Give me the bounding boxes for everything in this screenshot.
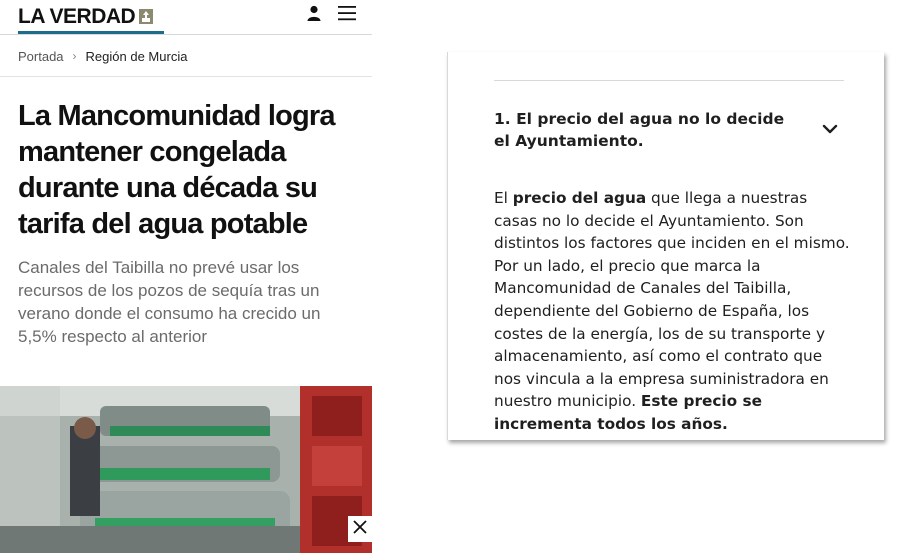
site-logo[interactable] <box>18 2 153 32</box>
close-ad-button[interactable] <box>348 516 372 542</box>
body-text-1: El <box>494 189 513 207</box>
faq-accordion-card <box>447 52 884 440</box>
accordion-top-divider <box>494 80 844 81</box>
body-bold-2: Este precio se incrementa todos los años. <box>494 392 762 433</box>
logo-underline <box>18 31 164 34</box>
body-bold-1: precio del agua <box>512 189 647 207</box>
site-header <box>0 0 372 35</box>
user-icon[interactable] <box>305 4 323 22</box>
breadcrumb-home-link[interactable]: Portada <box>18 48 64 64</box>
breadcrumb <box>18 46 187 66</box>
article-photo <box>0 386 372 553</box>
breadcrumb-divider <box>0 76 372 77</box>
article-headline: La Mancomunidad logra mantener congelada durante una década su tarifa del agua potable <box>18 100 335 240</box>
breadcrumb-separator: › <box>72 49 77 63</box>
hamburger-menu-icon[interactable] <box>337 4 357 22</box>
breadcrumb-section-link[interactable]: Región de Murcia <box>85 48 188 64</box>
accordion-item-title[interactable]: 1. El precio del agua no lo decide el Ayuntamiento. <box>494 110 785 150</box>
accordion-item-body <box>494 187 850 436</box>
article-panel <box>0 0 372 553</box>
chevron-down-icon[interactable] <box>822 122 838 134</box>
article-subtitle: Canales del Taibilla no prevé usar los recursos de los pozos de sequía tras un verano donde el consumo ha crecido un 5,5% respecto al anterior <box>18 258 321 346</box>
body-text-2: que llega a nuestras casas no lo decide el Ayuntamiento. Son distintos los factores que inciden en el mismo. Por un lado, el precio que marca la Mancomunidad de Canales del Taibilla, dependiente del Gobierno de España, los costes de la energía, los de su transporte y almacenamiento, así como el contrato que nos vincula a la empresa suministradora en nuestro municipio. <box>494 189 850 411</box>
logo-text: LA VERDAD <box>18 5 136 28</box>
close-icon <box>353 520 367 539</box>
logo-emblem-icon <box>139 9 153 24</box>
